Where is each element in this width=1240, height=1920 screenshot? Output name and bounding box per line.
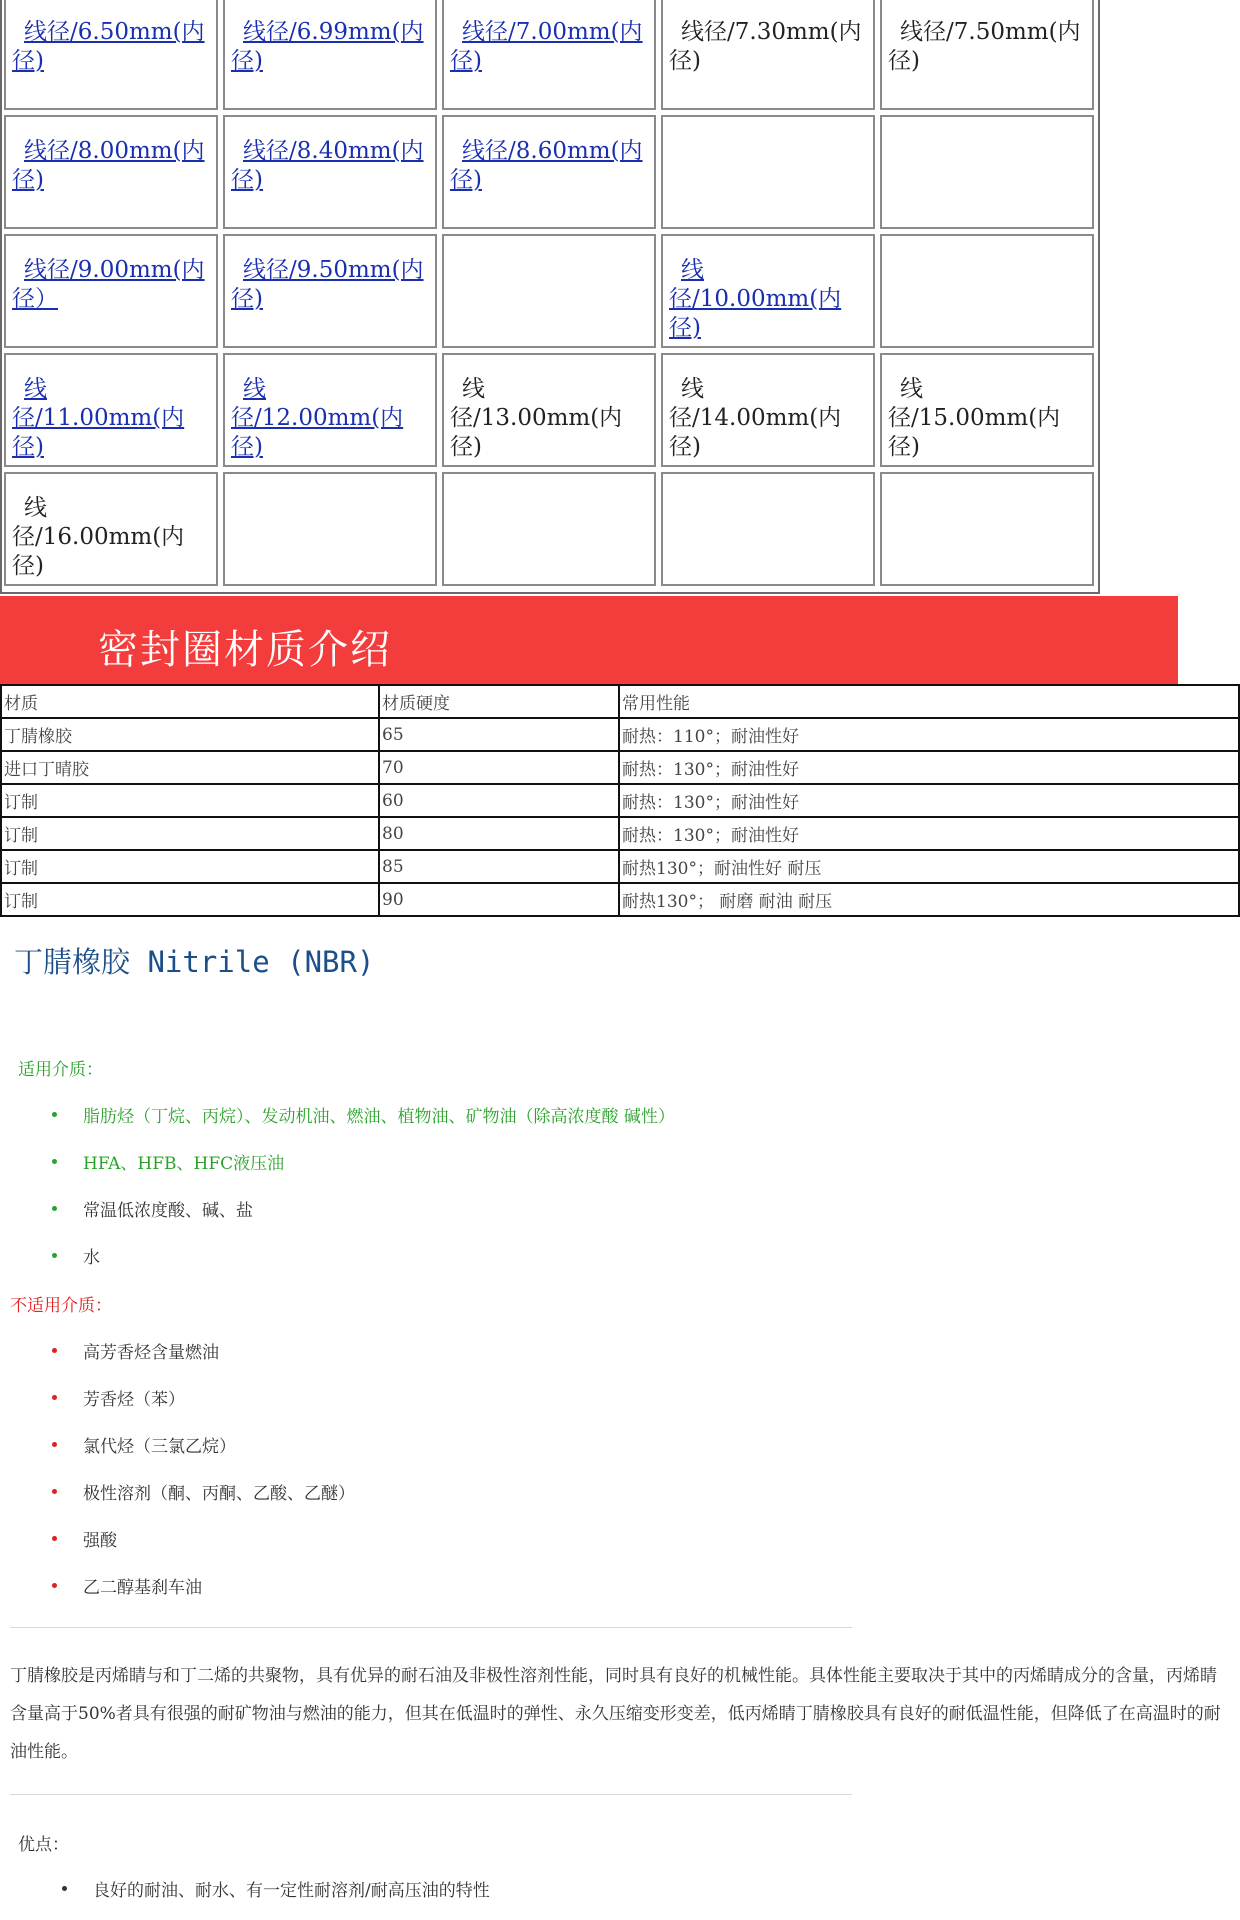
size-cell[interactable] [4,115,218,229]
list-item [52,1479,355,1504]
size-cell [880,115,1094,229]
size-cell [442,234,656,348]
nbr-description: 丁腈橡胶是丙烯睛与和丁二烯的共聚物，具有优异的耐石油及非极性溶剂性能，同时具有良好的机械性能。具体性能主要取决于其中的丙烯睛成分的含量，丙烯睛含量高于50%者具有很强的耐矿物油与燃油的能力，但其在低温时的弹性、永久压缩变形变差，低丙烯睛丁腈橡胶具有良好的耐低温性能，但降低了在高温时的耐油性能。 [10,1666,1221,1762]
table-cell: 80 [379,817,619,850]
table-cell: 85 [379,850,619,883]
section-banner [0,596,1178,684]
size-link[interactable]: 线径/9.00mm(内径） [12,257,205,312]
bullet-icon [52,1348,57,1353]
size-link[interactable]: 线径/10.00mm(内径) [669,257,842,341]
size-cell[interactable] [661,234,875,348]
size-cell[interactable] [442,0,656,110]
table-cell: 耐热：130°；耐油性好 [619,817,1239,850]
advantage-item [62,1876,490,1901]
list-item-text: 高芳香烃含量燃油 [83,1343,219,1363]
size-cell [4,472,218,586]
bullet-icon [52,1442,57,1447]
bullet-icon [52,1159,57,1164]
bullet-icon [52,1206,57,1211]
bullet-icon [52,1489,57,1494]
column-header: 材质硬度 [379,685,619,718]
divider [10,1794,852,1795]
suitable-label: 适用介质： [18,1060,103,1080]
size-cell [661,0,875,110]
table-cell: 耐热：130°；耐油性好 [619,751,1239,784]
bullet-icon [52,1583,57,1588]
size-cell[interactable] [223,0,437,110]
list-item [52,1526,117,1551]
list-item [52,1338,219,1363]
nbr-title: 丁腈橡胶 Nitrile (NBR) [14,945,375,979]
table-row [1,784,1239,817]
size-link[interactable]: 线径/9.50mm(内径) [231,257,424,312]
size-text: 线径/16.00mm(内径) [12,495,185,579]
size-cell[interactable] [223,234,437,348]
bullet-icon [62,1886,67,1891]
table-row [1,751,1239,784]
size-link[interactable]: 线径/8.60mm(内径) [450,138,643,193]
table-cell: 耐热130°；耐油性好 耐压 [619,850,1239,883]
list-item-text: 芳香烃（苯） [83,1390,185,1410]
column-header: 材质 [1,685,379,718]
list-item-text: 水 [83,1248,100,1268]
size-cell[interactable] [442,115,656,229]
list-item [52,1385,185,1410]
size-link[interactable]: 线径/11.00mm(内径) [12,376,185,460]
table-cell: 耐热：110°；耐油性好 [619,718,1239,751]
list-item [52,1102,675,1127]
size-cell [880,353,1094,467]
banner-title: 密封圈材质介绍 [98,627,392,673]
size-cell [661,115,875,229]
table-cell: 70 [379,751,619,784]
size-cell [880,472,1094,586]
list-item-text: 脂肪烃（丁烷、丙烷）、发动机油、燃油、植物油、矿物油（除高浓度酸 碱性） [83,1107,675,1127]
list-item [52,1243,100,1268]
list-item-text: 氯代烃（三氯乙烷） [83,1437,236,1457]
size-cell [661,353,875,467]
bullet-icon [52,1536,57,1541]
bullet-icon [52,1253,57,1258]
size-cell[interactable] [4,0,218,110]
table-cell: 65 [379,718,619,751]
list-item [52,1196,253,1221]
table-cell: 订制 [1,850,379,883]
size-cell[interactable] [223,353,437,467]
size-link[interactable]: 线径/6.50mm(内径) [12,19,205,74]
table-cell: 90 [379,883,619,916]
size-link[interactable]: 线径/12.00mm(内径) [231,376,404,460]
size-text: 线径/15.00mm(内径) [888,376,1061,460]
advantage-text: 良好的耐油、耐水、有一定性耐溶剂/耐高压油的特性 [93,1881,490,1901]
size-text: 线径/13.00mm(内径) [450,376,623,460]
list-item-text: 常温低浓度酸、碱、盐 [83,1201,253,1221]
table-row [1,817,1239,850]
table-cell: 耐热：130°；耐油性好 [619,784,1239,817]
bullet-icon [52,1395,57,1400]
size-cell [880,0,1094,110]
table-row [1,718,1239,751]
size-text: 线径/14.00mm(内径) [669,376,842,460]
divider [10,1627,852,1628]
size-link[interactable]: 线径/8.40mm(内径) [231,138,424,193]
table-cell: 耐热130°； 耐磨 耐油 耐压 [619,883,1239,916]
size-cell[interactable] [223,115,437,229]
table-cell: 订制 [1,883,379,916]
table-row [1,850,1239,883]
size-cell [442,472,656,586]
size-link[interactable]: 线径/8.00mm(内径) [12,138,205,193]
column-header: 常用性能 [619,685,1239,718]
size-cell[interactable] [4,353,218,467]
list-item-text: HFA、HFB、HFC液压油 [83,1154,285,1174]
list-item-text: 强酸 [83,1531,117,1551]
size-text: 线径/7.30mm(内径) [669,19,862,74]
table-cell: 订制 [1,784,379,817]
size-link[interactable]: 线径/6.99mm(内径) [231,19,424,74]
table-header-row [1,685,1239,718]
size-text: 线径/7.50mm(内径) [888,19,1081,74]
size-cell [223,472,437,586]
size-cell[interactable] [4,234,218,348]
table-row [1,883,1239,916]
table-cell: 订制 [1,817,379,850]
list-item [52,1432,236,1457]
bullet-icon [52,1112,57,1117]
table-cell: 60 [379,784,619,817]
list-item [52,1149,284,1174]
table-cell: 丁腈橡胶 [1,718,379,751]
size-cell [442,353,656,467]
size-cell [661,472,875,586]
size-cell [880,234,1094,348]
table-cell: 进口丁晴胶 [1,751,379,784]
list-item-text: 乙二醇基刹车油 [83,1578,202,1598]
list-item-text: 极性溶剂（酮、丙酮、乙酸、乙醚） [83,1484,355,1504]
unsuitable-label: 不适用介质： [10,1296,112,1316]
materials-table [0,684,1240,917]
list-item [52,1573,202,1598]
size-link[interactable]: 线径/7.00mm(内径) [450,19,643,74]
advantages-label: 优点： [18,1835,69,1855]
